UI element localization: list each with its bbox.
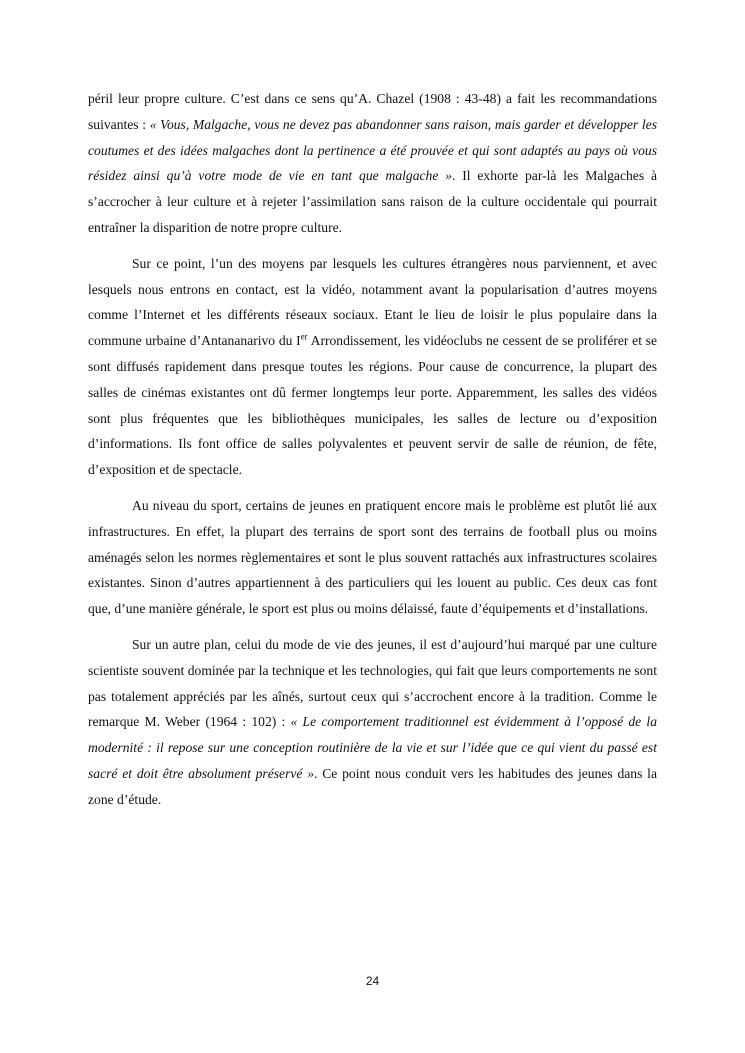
paragraph-3-text: Au niveau du sport, certains de jeunes en pratiquent encore mais le problème est plutôt lié aux infrastructures. En effet, la plupart des terrains de sport sont des terrains de football plus ou moins aménagés selon les normes règlementaires et sont le plus souvent rattachés aux infrastructures scolaires existantes. Sinon d’autres appartiennent à des particuliers qui les louent au public. Ces deux cas font que, d’une manière générale, le sport est plus ou moins délaissé, faute d’équipements et d’installations. xyxy=(88,497,657,617)
paragraph-2 xyxy=(88,251,657,483)
paragraph-1 xyxy=(88,86,657,241)
paragraph-3 xyxy=(88,493,657,622)
weber-quote: « Le comportement traditionnel est évidemment à l’opposé de la modernité : il repose sur une conception routinière de la vie et sur l’idée que ce qui vient du passé est sacré et doit être absolument préservé » xyxy=(88,714,657,781)
page-number: 24 xyxy=(365,974,380,988)
paragraph-1-text-b: . Il exhorte par-là les Malgaches à s’accrocher à leur culture et à rejeter l’assimilation sans raison de la culture occidentale qui pourrait entraîner la disparition de notre propre culture. xyxy=(88,168,657,235)
paragraph-4-text-a: Sur un autre plan, celui du mode de vie des jeunes, il est d’aujourd’hui marqué par une culture scientiste souvent dominée par la technique et les technologies, qui fait que leurs comportements ne sont pas totalement appréciés par les aînés, surtout ceux qui s’accrochent encore à la tradition. Comme le remarque M. Weber (1964 : 102) : xyxy=(88,636,657,730)
paragraph-4-text-b: . Ce point nous conduit vers les habitudes des jeunes dans la zone d’étude. xyxy=(88,765,657,807)
chazel-quote: « Vous, Malgache, vous ne devez pas abandonner sans raison, mais garder et développer les coutumes et des idées malgaches dont la pertinence a été prouvée et qui sont adaptés au pays où vous résidez ainsi qu’à votre mode de vie en tant que malgache » xyxy=(88,116,657,184)
document-body xyxy=(88,86,657,823)
paragraph-4 xyxy=(88,632,657,813)
paragraph-2-text-a: Sur ce point, l’un des moyens par lesquels les cultures étrangères nous parviennent, et avec lesquels nous entrons en contact, est la vidéo, notamment avant la popularisation d’autres moyens comme l’Internet et les différents réseaux sociaux. Etant le lieu de loisir le plus populaire dans la commune urbaine d’Antananarivo du I xyxy=(88,255,657,349)
ordinal-superscript: er xyxy=(300,331,308,342)
paragraph-1-text-a: péril leur propre culture. C’est dans ce sens qu’A. Chazel (1908 : 43-48) a fait les recommandations suivantes : xyxy=(88,91,657,132)
paragraph-2-text-b: Arrondissement, les vidéoclubs ne cessent de se proliférer et se sont diffusés rapidement dans presque toutes les régions. Pour cause de concurrence, la plupart des salles de cinémas existantes ont dû fermer longtemps leur porte. Apparemment, les salles des vidéos sont plus fréquentes que les bibliothèques municipales, les salles de lecture ou d’exposition d’informations. Ils font office de salles polyvalentes et peuvent servir de salle de réunion, de fête, d’exposition et de spectacle. xyxy=(88,333,658,478)
